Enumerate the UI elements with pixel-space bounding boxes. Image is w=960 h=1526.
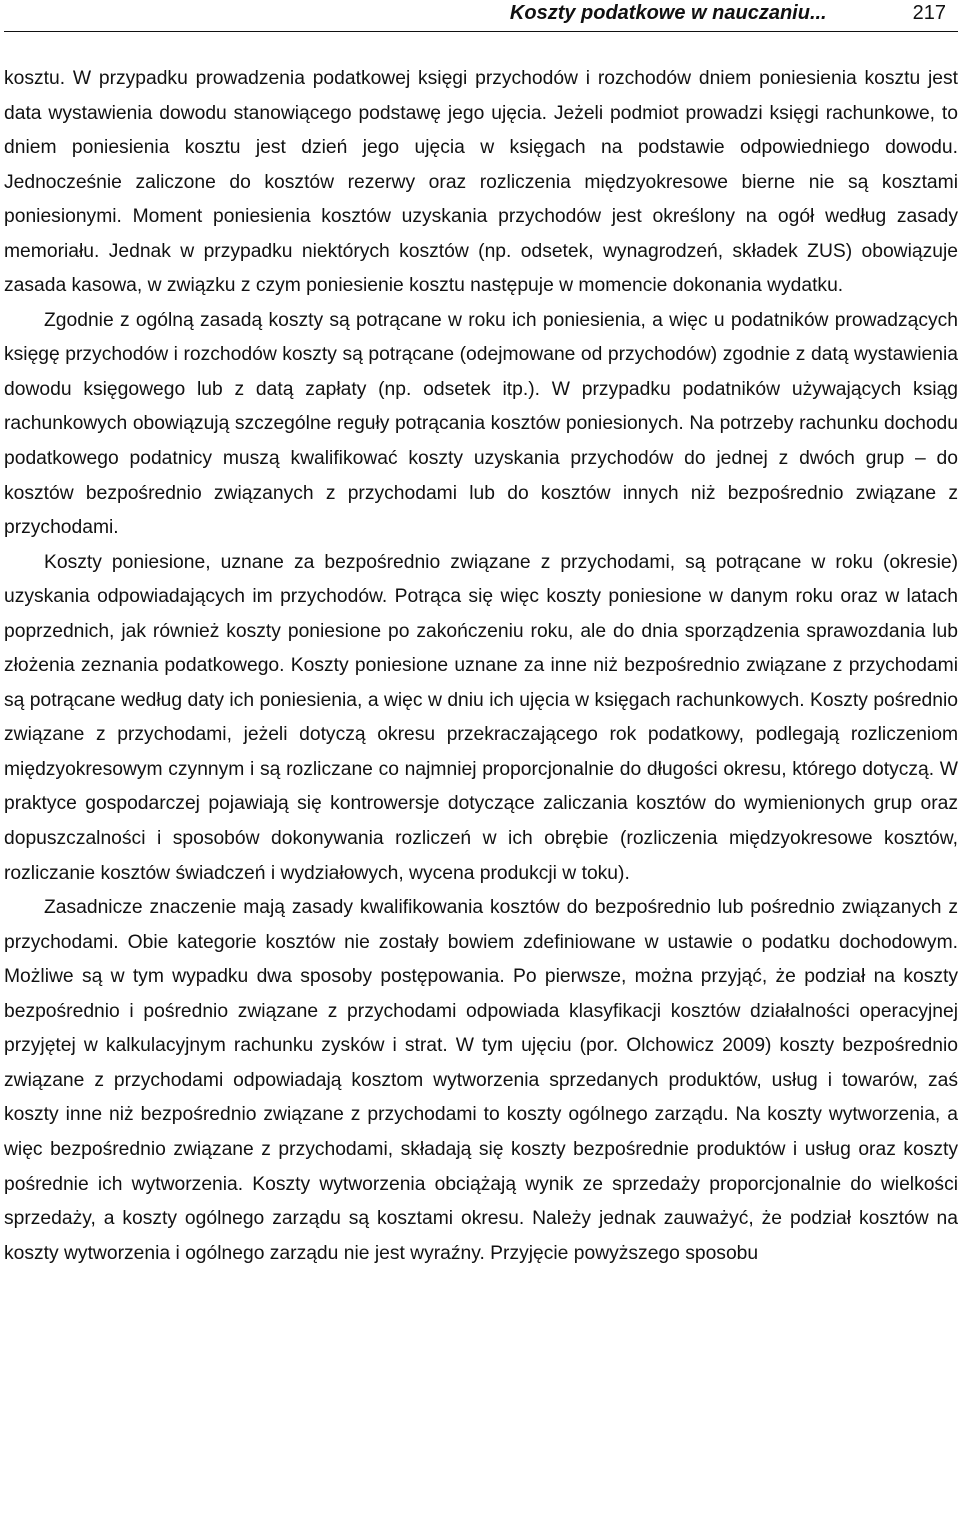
body-text [4, 62, 958, 1271]
paragraph-continued: kosztu. W przypadku prowadzenia podatkowej księgi przychodów i rozchodów dniem poniesienia kosztu jest data wystawienia dowodu stanowiącego podstawę jego ujęcia. Jeżeli podmiot prowadzi księgi rachunkowe, to dniem poniesienia kosztu jest dzień jego ujęcia w księgach na podstawie odpowiedniego dowodu. Jednocześnie zaliczone do kosztów rezerwy oraz rozliczenia międzyokresowe bierne nie są kosztami poniesionymi. Moment poniesienia kosztów uzyskania przychodów jest określony na ogół według zasady memoriału. Jednak w przypadku niektórych kosztów (np. odsetek, wynagrodzeń, składek ZUS) obowiązuje zasada kasowa, w związku z czym poniesienie kosztu następuje w momencie dokonania wydatku. [4, 68, 958, 297]
running-header [4, 0, 958, 32]
paragraph: Zgodnie z ogólną zasadą koszty są potrącane w roku ich poniesienia, a więc u podatników prowadzących księgę przychodów i rozchodów koszty są potrącane (odejmowane od przychodów) zgodnie z datą wystawienia dowodu księgowego lub z datą zapłaty (np. odsetek itp.). W przypadku podatników używających ksiąg rachunkowych obowiązują szczególne reguły potrącania kosztów poniesionych. Na potrzeby rachunku dochodu podatkowego podatnicy muszą kwalifikować koszty uzyskania przychodów do jednej z dwóch grup – do kosztów bezpośrednio związanych z przychodami lub do kosztów innych niż bezpośrednio związane z przychodami. [4, 309, 958, 539]
running-header-title: Koszty podatkowe w nauczaniu... [509, 2, 827, 24]
paragraph: Koszty poniesione, uznane za bezpośrednio związane z przychodami, są potrącane w roku (okresie) uzyskania odpowiadających im przychodów. Potrąca się więc koszty poniesione w danym roku oraz w latach poprzednich, jak również koszty poniesione po zakończeniu roku, ale do dnia sporządzenia sprawozdania lub złożenia zeznania podatkowego. Koszty poniesione uznane za inne niż bezpośrednio związane z przychodami są potrącane według daty ich poniesienia, a więc w dniu ich ujęcia w księgach rachunkowych. Koszty pośrednio związane z przychodami, jeżeli dotyczą okresu przekraczającego rok podatkowy, podlegają rozliczeniom międzyokresowym czynnym i są rozliczane co najmniej proporcjonalnie do długości okresu, którego dotyczą. W praktyce gospodarczej pojawiają się kontrowersje dotyczące zaliczania kosztów do wymienionych grup oraz dopuszczalności i sposobów dokonywania rozliczeń w ich obrębie (rozliczenia międzyokresowe kosztów, rozliczanie kosztów świadczeń i wydziałowych, wycena produkcji w toku). [4, 551, 958, 884]
page-number: 217 [912, 2, 946, 24]
document-page [4, 0, 958, 1271]
paragraph: Zasadnicze znaczenie mają zasady kwalifikowania kosztów do bezpośrednio lub pośrednio związanych z przychodami. Obie kategorie kosztów nie zostały bowiem zdefiniowane w ustawie o podatku dochodowym. Możliwe są w tym wypadku dwa sposoby postępowania. Po pierwsze, można przyjąć, że podział na koszty bezpośrednio i pośrednio związane z przychodami odpowiada klasyfikacji kosztów działalności operacyjnej przyjętej w kalkulacyjnym rachunku zysków i strat. W tym ujęciu (por. Olchowicz 2009) koszty bezpośrednio związane z przychodami odpowiadają kosztom wytworzenia sprzedanych produktów, usług i towarów, zaś koszty inne niż bezpośrednio związane z przychodami to koszty ogólnego zarządu. Na koszty wytworzenia, a więc bezpośrednio związane z przychodami, składają się koszty bezpośrednie produktów i usług oraz koszty pośrednie ich wytworzenia. Koszty wytworzenia obciążają wynik ze sprzedaży proporcjonalnie do wielkości sprzedaży, a koszty ogólnego zarządu są kosztami okresu. Należy jednak zauważyć, że podział kosztów na koszty wytworzenia i ogólnego zarządu nie jest wyraźny. Przyjęcie powyższego sposobu [4, 897, 958, 1264]
